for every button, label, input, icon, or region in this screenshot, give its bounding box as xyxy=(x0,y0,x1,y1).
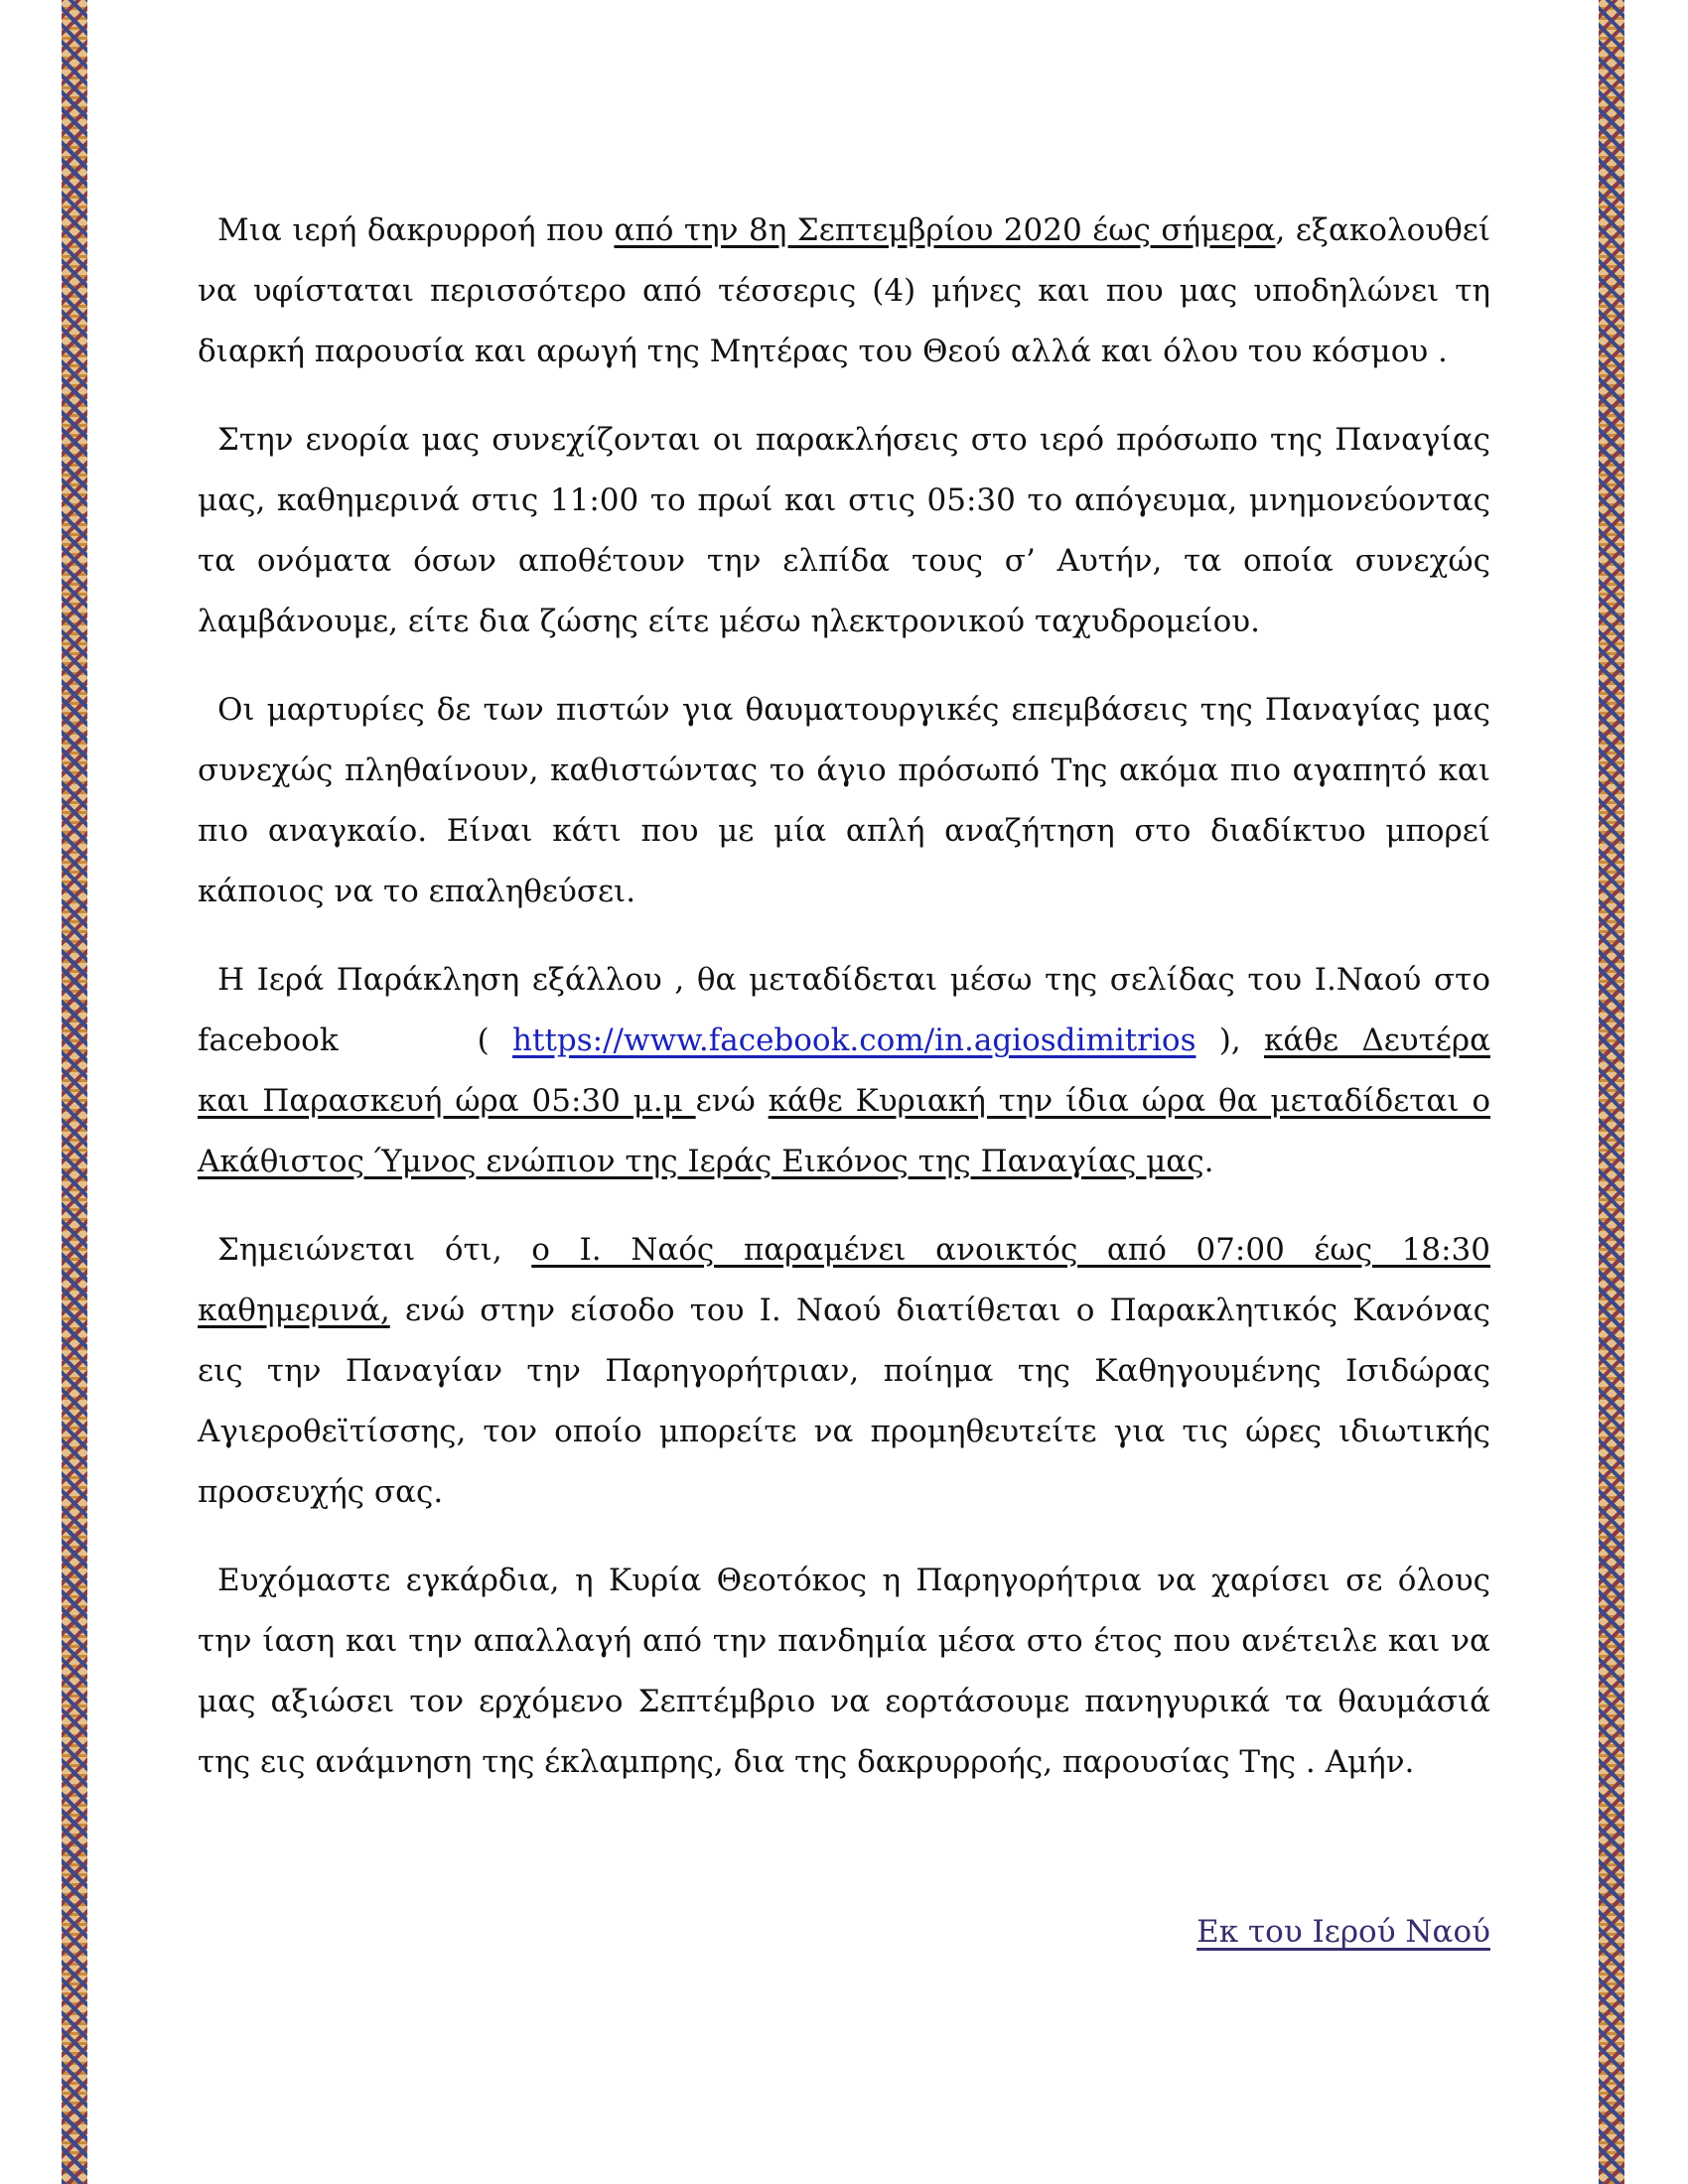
paragraph-4-close-paren: ), xyxy=(1196,1023,1265,1058)
paragraph-3: Οι μαρτυρίες δε των πιστών για θαυματουργικές επεμβάσεις της Παναγίας μας συνεχώς πληθαίνουν, καθιστώντας το άγιο πρόσωπό Της ακόμα πιο αγαπητό και πιο αναγκαίο. Είναι κάτι που με μία απλή αναζήτηση στο διαδίκτυο μπορεί κάποιος να το επαληθεύσει. xyxy=(198,692,1490,909)
facebook-link[interactable]: https://www.facebook.com/in.agiosdimitrios xyxy=(512,1023,1196,1058)
paragraph-4-sunday-note: κάθε Κυριακή την ίδια ώρα θα μεταδίδεται ο Ακάθιστος Ύμνος ενώπιον της Ιεράς Εικόνος της Παναγίας μας xyxy=(198,1083,1490,1179)
paragraph-5-opening-hours: ο Ι. Ναός παραμένει ανοικτός από 07:00 έως 18:30 καθημερινά, xyxy=(198,1232,1490,1328)
paragraph-5 xyxy=(198,1220,1490,1523)
paragraph-1-date-range: από την 8η Σεπτεμβρίου 2020 έως σήμερα xyxy=(614,212,1276,248)
paragraph-1-text-a: Μια ιερή δακρυρροή που xyxy=(217,212,615,248)
paragraph-4-text-b: ενώ xyxy=(695,1083,769,1119)
paragraph-4-period: . xyxy=(1203,1144,1214,1179)
paragraph-2: Στην ενορία μας συνεχίζονται οι παρακλήσεις στο ιερό πρόσωπο της Παναγίας μας, καθημερινά στις 11:00 το πρωί και στις 05:30 το απόγευμα, μνημονεύοντας τα ονόματα όσων αποθέτουν την ελπίδα τους σ’ Αυτήν, τα οποία συνεχώς λαμβάνουμε, είτε δια ζώσης είτε μέσω ηλεκτρονικού ταχυδρομείου. xyxy=(198,422,1490,639)
paragraph-1 xyxy=(198,201,1490,382)
paragraph-5-text-a: Σημειώνεται ότι, xyxy=(217,1232,532,1268)
paragraph-4 xyxy=(198,950,1490,1192)
paragraph-1-text-b: , εξακολουθεί να υφίσταται περισσότερο από τέσσερις (4) μήνες και που μας υποδηλώνει τη διαρκή παρουσία και αρωγή της Μητέρας του Θεού αλλά και όλου του κόσμου . xyxy=(198,212,1490,369)
paragraph-4-open-paren: ( xyxy=(477,1023,513,1058)
signature: Εκ του Ιερού Ναού xyxy=(1196,1914,1490,1950)
paragraph-4-text-a: Η Ιερά Παράκληση εξάλλου , θα μεταδίδεται μέσω της σελίδας του Ι.Ναού στο facebook xyxy=(198,962,1490,1058)
decorative-border-right xyxy=(1599,0,1624,2184)
decorative-border-left xyxy=(62,0,87,2184)
paragraph-4-schedule: κάθε Δευτέρα και Παρασκευή ώρα 05:30 μ.μ xyxy=(198,1023,1490,1119)
letter-body xyxy=(198,201,1490,1821)
paragraph-6: Ευχόμαστε εγκάρδια, η Κυρία Θεοτόκος η Παρηγορήτρια να χαρίσει σε όλους την ίαση και την απαλλαγή από την πανδημία μέσα στο έτος που ανέτειλε και να μας αξιώσει τον ερχόμενο Σεπτέμβριο να εορτάσουμε πανηγυρικά τα θαυμάσιά της εις ανάμνηση της έκλαμπρης, δια της δακρυρροής, παρουσίας Της . Αμήν. xyxy=(198,1563,1490,1780)
paragraph-5-text-b: ενώ στην είσοδο του Ι. Ναού διατίθεται ο Παρακλητικός Κανόνας εις την Παναγίαν την Παρηγορήτριαν, ποίημα της Καθηγουμένης Ισιδώρας Αγιεροθεϊτίσσης, τον οποίο μπορείτε να προμηθευτείτε για τις ώρες ιδιωτικής προσευχής σας. xyxy=(198,1293,1490,1510)
